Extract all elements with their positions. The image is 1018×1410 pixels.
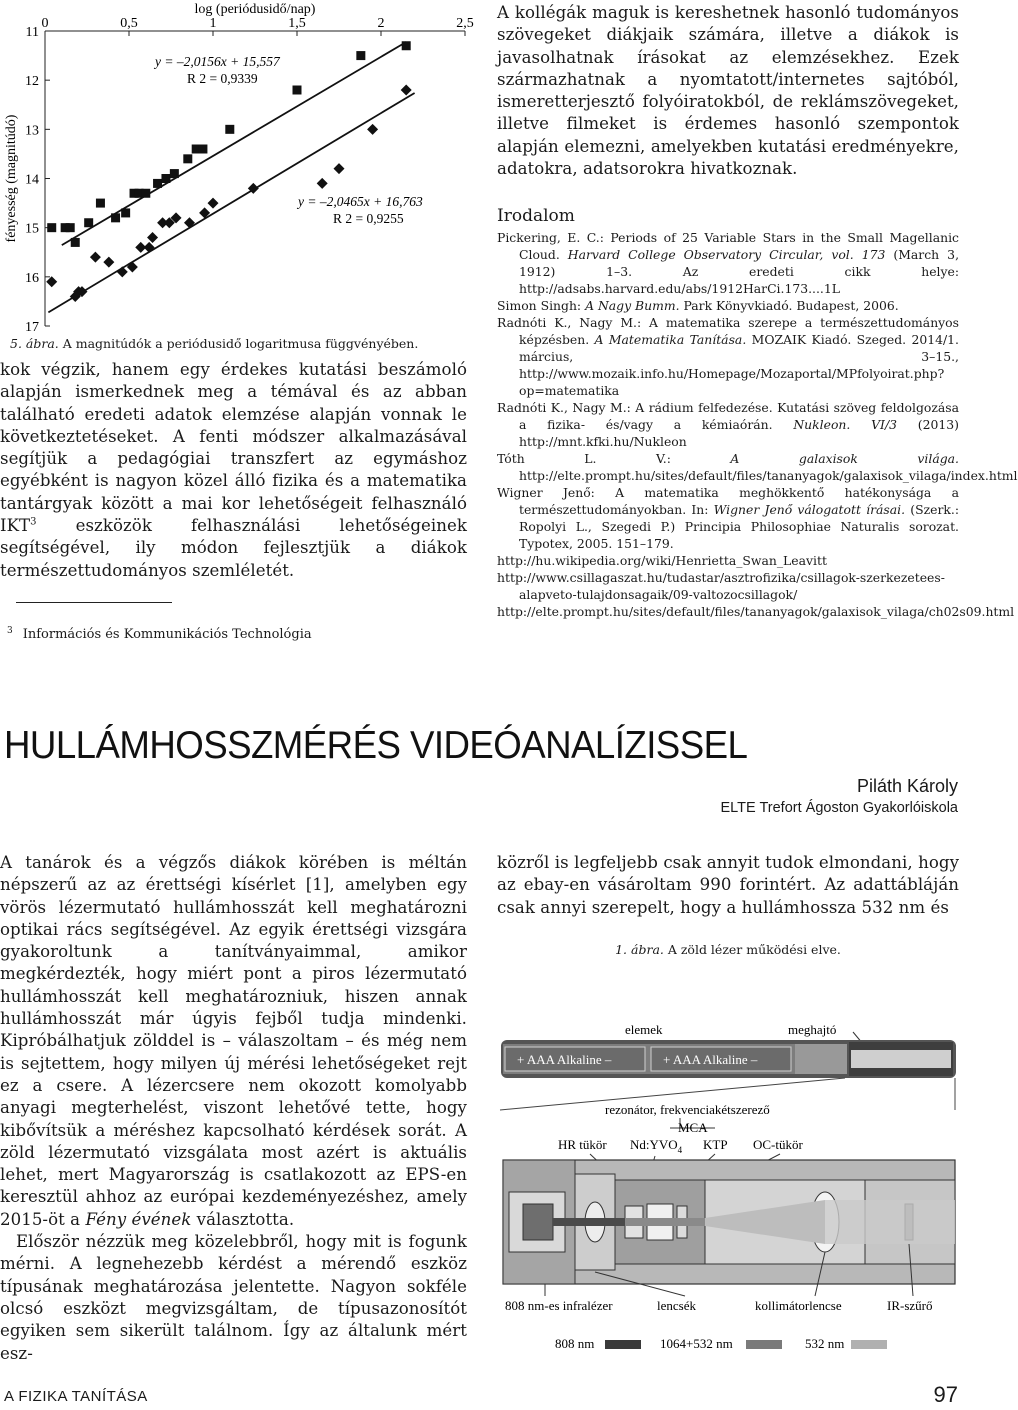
data-point-square <box>47 223 56 232</box>
magnitude-chart <box>0 0 480 340</box>
x-tick-label: 1 <box>209 16 217 31</box>
reference-item: Radnóti K., Nagy M.: A matematika szerepe a természettudományos képzésben. A Matematika Tanítása. MOZAIK Kiadó. Szeged. 2014/1. március, 3–15., http://www.mozaik.info.hu/Homepage/Mozaportal/MPfolyoirat.php?op=matematika <box>497 315 959 398</box>
data-point-square <box>170 169 179 178</box>
data-point-diamond <box>401 85 412 96</box>
data-point-square <box>225 125 234 134</box>
y-tick-label: 11 <box>25 25 39 40</box>
data-point-square <box>66 223 75 232</box>
reference-item: Radnóti K., Nagy M.: A rádium felfedezése. Kutatási szöveg feldolgozása a fizika- és/vagy a kémiaórán. Nukleon. VI/3 (2013) http://mnt.kfki.hu/Nukleon <box>497 400 959 449</box>
beam-808 <box>553 1218 625 1226</box>
top-left-paragraph: kok végzik, hanem egy érdekes kutatási beszámoló alapján ismerkednek meg a témával és az abban található eredeti adatok elemzése alapján vonnak le következtetéseket. A fenti módszer alkalmazásával segítjük a pedagógiai transzfert az egymáshoz egyébként is nagyon közel álló fizika és a matematika tantárgyak között a mai kor lehetőségeit felhasználó IKT$^3$ eszközök felhasználási lehetőségeinek segítségével, ily módon fejlesztjük a diákok természettudományos szemléletét. <box>0 360 467 580</box>
data-point-diamond <box>117 266 128 277</box>
reference-item: http://elte.prompt.hu/sites/default/files/tananyagok/galaxisok_vilaga/ch02s09.html <box>497 604 1015 619</box>
label-meghajto: meghajtó <box>788 1022 837 1037</box>
footnote-ref: 3 <box>30 516 37 528</box>
y-axis-label: fényesség (magnitúdó) <box>4 114 19 243</box>
beam-532 <box>825 1200 955 1244</box>
label-mca: MCA <box>678 1120 708 1135</box>
label-infra: 808 nm-es infralézer <box>505 1298 613 1313</box>
data-point-square <box>121 208 130 217</box>
reference-item: Simon Singh: A Nagy Bumm. Park Könyvkiadó. Budapest, 2006. <box>497 298 899 313</box>
reference-item: Wigner Jenő: A matematika meghökkentő hatékonysága a természettudományokban. In: Wigner Jenő válogatott írásai. (Szerk.: Ropolyi L., Szegedi P.) Principia Philosophiae Naturalis sorozat. Typotex, 2005. 151–179. <box>497 485 960 551</box>
article-title: HULLÁMHOSSZMÉRÉS VIDEÓANALÍZISSEL <box>4 724 748 767</box>
data-point-diamond <box>90 252 101 263</box>
bottom-right-paragraph: közről is legfeljebb csak annyit tudok elmondani, hogy az ebay-en vásároltam 990 forintért. Az adattábláján csak annyi szerepelt, hogy a hullámhossza 532 nm és <box>497 853 959 917</box>
figure-5-caption <box>10 336 480 351</box>
data-point-diamond <box>334 163 345 174</box>
data-point-square <box>293 86 302 95</box>
label-ktp: KTP <box>703 1137 728 1152</box>
label-rezonator: rezonátor, frekvenciakétszerező <box>605 1102 770 1117</box>
references-heading: Irodalom <box>497 206 575 226</box>
y-tick-label: 12 <box>25 74 39 90</box>
reference-item: Pickering, E. C.: Periods of 25 Variable Stars in the Small Magellanic Cloud. Harvard College Observatory Circular, vol. 173 (March 3, 1912) 1–3. Az eredeti cikk helye: http://adsabs.harvard.edu/abs/1912HarCi.173....1L <box>497 230 960 296</box>
label-oc: OC-tükör <box>753 1137 803 1152</box>
references-list <box>497 229 1018 620</box>
data-point-diamond <box>367 124 378 135</box>
x-tick-label: 2,5 <box>456 16 474 31</box>
data-point-diamond <box>184 217 195 228</box>
data-point-diamond <box>46 276 57 287</box>
data-point-square <box>153 179 162 188</box>
footer-journal: A FIZIKA TANÍTÁSA <box>4 1388 148 1405</box>
legend-808-swatch <box>605 1340 641 1349</box>
data-point-diamond <box>317 178 328 189</box>
y-tick-label: 17 <box>25 320 39 335</box>
data-point-diamond <box>127 262 138 273</box>
data-point-square <box>356 51 365 60</box>
data-point-square <box>84 218 93 227</box>
laser-diagram-svg <box>495 960 960 1360</box>
figure-1-caption: 1. ábra. A zöld lézer működési elve. <box>615 942 841 957</box>
data-point-square <box>161 174 170 183</box>
data-point-square <box>96 199 105 208</box>
legend-808-label: 808 nm <box>555 1336 595 1351</box>
y-tick-label: 15 <box>25 221 39 237</box>
label-kollimator: kollimátorlencse <box>755 1298 842 1313</box>
legend-532-label: 532 nm <box>805 1336 845 1351</box>
legend-1064-label: 1064+532 nm <box>660 1336 733 1351</box>
x-tick-label: 0,5 <box>120 16 138 31</box>
fit-equation-1: y = –2,0156x + 15,557 <box>155 54 280 69</box>
beam-1064-532 <box>625 1218 705 1226</box>
page-number: 97 <box>933 1382 958 1407</box>
intro-paragraph: A tanárok és a végzős diákok körében is méltán népszerű az az érettségi kísérlet [1], amelyben egy vörös lézermutató hullámhosszát kell meghatározni optikai rács segítségével. Az egyik érettségi vizsgára gyakoroltunk a tanítványaimmal, amikor megkérdezték, hogy miért pont a piros lézermutató hullámhosszát kell meghatározniuk, hiszen annak hullámhosszát már úgyis fejből tudja mindenki. Kipróbálhatjuk zölddel is – válaszoltam – és még nem is sejtettem, hogy milyen új mérési lehetőségeket rejt ez a csere. A lézercsere nem okozott komolyabb anyagi megterhelést, viszont lehetővé tette, hogy kibővítsük a méréshez kapcsolható kérdések sorát. A zöld lézermutató vizsgálata most azért is aktuális lehet, mert Magyarország is csatlakozott az EPS-en keresztül ahhoz az európai kezdeményezéshez, amely 2015-öt a Fény évének választotta. <box>0 853 467 1229</box>
x-axis-label: log (periódusidő/nap) <box>194 2 316 17</box>
data-point-diamond <box>147 232 158 243</box>
data-point-diamond <box>103 257 114 268</box>
data-point-square <box>111 213 120 222</box>
reference-item: Tóth L. V.: A galaxisok világa. http://elte.prompt.hu/sites/default/files/tananyagok/galaxisok_vilaga/index.html <box>497 451 1018 483</box>
laser-diode <box>523 1204 553 1240</box>
reference-item: http://hu.wikipedia.org/wiki/Henrietta_Swan_Leavitt <box>497 553 827 568</box>
footnote-rule <box>16 602 172 603</box>
bottom-right-text <box>497 852 959 919</box>
y-tick-label: 13 <box>25 123 39 139</box>
label-hr: HR tükör <box>558 1137 607 1152</box>
footnote: $^3$ Információs és Kommunikációs Technológia <box>7 626 312 643</box>
article-author: Piláth Károly <box>856 776 958 796</box>
battery-2-label: + AAA Alkaline – <box>663 1052 758 1067</box>
reference-item: http://www.csillagaszat.hu/tudastar/asztrofizika/csillagok-szerkezetees-alapveto-tulajdonsagaik/09-valtozocsillagok/ <box>497 570 945 602</box>
label-ir: IR-szűrő <box>887 1298 933 1313</box>
laser-module-window <box>851 1050 951 1068</box>
data-point-square <box>71 238 80 247</box>
label-elemek: elemek <box>625 1022 663 1037</box>
article-affiliation: ELTE Trefort Ágoston Gyakorlóiskola <box>720 800 958 816</box>
data-point-diamond <box>144 242 155 253</box>
fit-equation-2: y = –2,0465x + 16,763 <box>298 194 423 209</box>
caption-label: 5. ábra. <box>10 336 59 351</box>
scatter-plot <box>0 0 480 340</box>
data-point-square <box>183 154 192 163</box>
data-point-diamond <box>208 198 219 209</box>
x-tick-label: 1,5 <box>288 16 306 31</box>
data-point-square <box>402 41 411 50</box>
fit-r2-1: R 2 = 0,9339 <box>187 71 258 86</box>
x-tick-label: 0 <box>41 16 49 31</box>
y-tick-label: 14 <box>25 172 39 188</box>
driver-board <box>795 1044 847 1074</box>
laser-diagram <box>495 960 960 1360</box>
top-left-text <box>0 359 467 582</box>
second-paragraph: Először nézzük meg közelebbről, hogy mit is fogunk mérni. A legnehezebb kérdést a mérendő eszköz típusának meghatározása jelentette. Nagyon sokféle olcsó eszközt megvizsgáltam, de típusazonosítót egyiken sem sikerült találnom. Így az általunk mért esz- <box>0 1232 467 1363</box>
battery-1-label: + AAA Alkaline – <box>517 1052 612 1067</box>
label-lencsek: lencsék <box>657 1298 696 1313</box>
data-point-square <box>198 145 207 154</box>
legend-532-swatch <box>851 1340 887 1349</box>
bottom-left-text <box>0 852 467 1365</box>
data-point-square <box>141 189 150 198</box>
x-tick-label: 2 <box>377 16 385 31</box>
label-ndyvo: $Nd:YVO_4$ <box>630 1137 683 1155</box>
top-right-text <box>497 2 959 180</box>
caption-text: A magnitúdók a periódusidő logaritmusa függvényében. <box>58 336 419 351</box>
y-tick-label: 16 <box>25 270 39 286</box>
legend-1064-swatch <box>746 1340 782 1349</box>
top-right-paragraph: A kollégák maguk is kereshetnek hasonló tudományos szövegeket diákjaik számára, illetve a diákok is javasolhatnak írásokat az elemzésekhez. Ezek származhatnak a nyomtatott/internetes sajtóból, ismeretterjesztő folyóiratokból, de reklámszövegeket, illetve filmeket is érdemes hasonló szempontok alapján elemezni, amelyekben kutatási eredményekre, adatokra, adatsorokra hivatkoznak. <box>497 3 959 179</box>
fit-r2-2: R 2 = 0,9255 <box>333 211 404 226</box>
